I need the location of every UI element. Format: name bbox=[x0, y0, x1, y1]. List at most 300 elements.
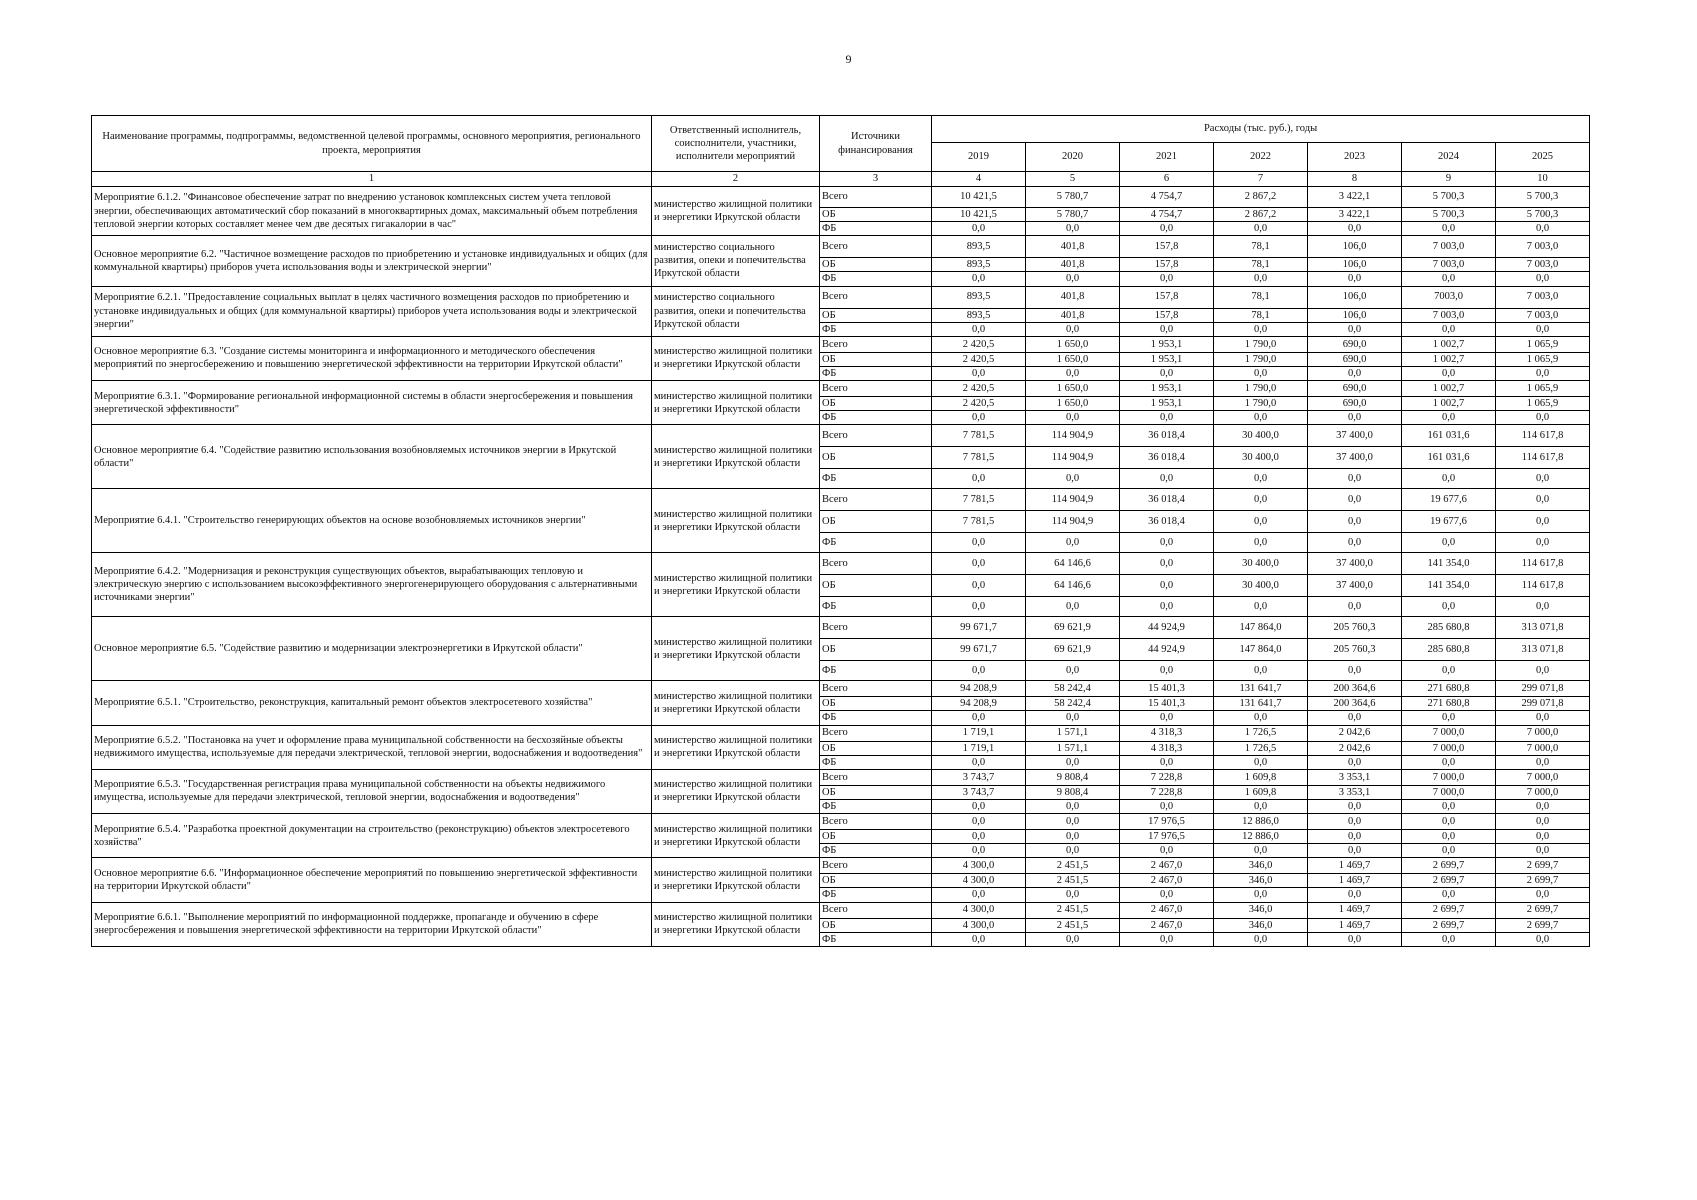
expense-value: 2 042,6 bbox=[1308, 741, 1402, 755]
expense-value: 44 924,9 bbox=[1120, 617, 1214, 639]
expense-value: 30 400,0 bbox=[1214, 553, 1308, 575]
expense-value: 7 003,0 bbox=[1402, 236, 1496, 258]
expense-value: 58 242,4 bbox=[1026, 697, 1120, 711]
expense-value: 0,0 bbox=[1214, 844, 1308, 858]
expense-value: 7 003,0 bbox=[1496, 258, 1590, 272]
expense-value: 1 571,1 bbox=[1026, 725, 1120, 741]
expense-value: 161 031,6 bbox=[1402, 425, 1496, 447]
expense-value: 0,0 bbox=[1496, 844, 1590, 858]
header-expenses: Расходы (тыс. руб.), годы bbox=[932, 116, 1590, 143]
expense-value: 0,0 bbox=[1308, 597, 1402, 617]
funding-source: ОБ bbox=[820, 308, 932, 322]
expense-value: 94 208,9 bbox=[932, 681, 1026, 697]
expense-value: 3 353,1 bbox=[1308, 785, 1402, 799]
table-body bbox=[92, 187, 1590, 947]
expense-value: 1 953,1 bbox=[1120, 336, 1214, 352]
activity-name: Мероприятие 6.6.1. "Выполнение мероприятий по информационной поддержке, пропаганде и обучению в сфере энергосбережения и повышения энергетической эффективности на территории Иркутской области" bbox=[92, 902, 652, 946]
expense-value: 3 422,1 bbox=[1308, 208, 1402, 222]
expense-value: 17 976,5 bbox=[1120, 830, 1214, 844]
expense-value: 2 867,2 bbox=[1214, 187, 1308, 208]
expense-value: 0,0 bbox=[1214, 489, 1308, 511]
expense-value: 30 400,0 bbox=[1214, 425, 1308, 447]
expense-value: 10 421,5 bbox=[932, 208, 1026, 222]
expense-value: 17 976,5 bbox=[1120, 814, 1214, 830]
header-sources: Источники финансирования bbox=[820, 116, 932, 172]
expense-value: 147 864,0 bbox=[1214, 617, 1308, 639]
funding-source: ФБ bbox=[820, 322, 932, 336]
expense-value: 0,0 bbox=[1308, 844, 1402, 858]
expense-value: 106,0 bbox=[1308, 308, 1402, 322]
expense-value: 0,0 bbox=[1402, 661, 1496, 681]
expense-value: 0,0 bbox=[1120, 755, 1214, 769]
responsible-executor: министерство жилищной политики и энергетики Иркутской области bbox=[652, 858, 820, 902]
expense-value: 1 790,0 bbox=[1214, 397, 1308, 411]
table-row bbox=[92, 617, 1590, 639]
funding-source: ОБ bbox=[820, 918, 932, 932]
expense-value: 0,0 bbox=[1496, 711, 1590, 725]
funding-source: ФБ bbox=[820, 932, 932, 946]
expense-value: 0,0 bbox=[1496, 888, 1590, 902]
expense-value: 401,8 bbox=[1026, 236, 1120, 258]
expense-value: 12 886,0 bbox=[1214, 814, 1308, 830]
responsible-executor: министерство жилищной политики и энергетики Иркутской области bbox=[652, 902, 820, 946]
expense-value: 7 000,0 bbox=[1402, 725, 1496, 741]
expense-value: 0,0 bbox=[1120, 888, 1214, 902]
expense-value: 0,0 bbox=[932, 272, 1026, 286]
activity-name: Мероприятие 6.5.2. "Постановка на учет и оформление права муниципальной собственности на бесхозяйные объекты недвижимого имущества, используемые для передачи электрической, тепловой энергии, водоснабжения и водоотведения" bbox=[92, 725, 652, 769]
expense-value: 7 003,0 bbox=[1496, 286, 1590, 308]
expense-value: 0,0 bbox=[1026, 222, 1120, 236]
expense-value: 0,0 bbox=[1214, 799, 1308, 813]
column-index: 4 bbox=[932, 172, 1026, 187]
expense-value: 1 065,9 bbox=[1496, 381, 1590, 397]
expense-value: 401,8 bbox=[1026, 308, 1120, 322]
header-year: 2019 bbox=[932, 143, 1026, 172]
funding-source: ФБ bbox=[820, 366, 932, 380]
expense-value: 5 780,7 bbox=[1026, 208, 1120, 222]
table-row bbox=[92, 425, 1590, 447]
expense-value: 0,0 bbox=[1308, 932, 1402, 946]
expense-value: 2 467,0 bbox=[1120, 918, 1214, 932]
activity-name: Мероприятие 6.4.2. "Модернизация и реконструкция существующих объектов, вырабатывающих тепловую и электрическую энергию с использованием высокоэффективного энергогенерирующего оборудования с альтернативными источниками энергии" bbox=[92, 553, 652, 617]
expense-value: 4 300,0 bbox=[932, 858, 1026, 874]
expense-value: 0,0 bbox=[1308, 511, 1402, 533]
expense-value: 0,0 bbox=[1402, 711, 1496, 725]
expense-value: 0,0 bbox=[1496, 411, 1590, 425]
expense-value: 4 300,0 bbox=[932, 918, 1026, 932]
expense-value: 0,0 bbox=[1308, 411, 1402, 425]
expense-value: 3 743,7 bbox=[932, 769, 1026, 785]
expense-value: 2 451,5 bbox=[1026, 918, 1120, 932]
table-row bbox=[92, 187, 1590, 208]
expense-value: 7 000,0 bbox=[1496, 769, 1590, 785]
expense-value: 0,0 bbox=[1402, 322, 1496, 336]
expense-value: 0,0 bbox=[932, 888, 1026, 902]
expense-value: 2 699,7 bbox=[1496, 902, 1590, 918]
expense-value: 30 400,0 bbox=[1214, 447, 1308, 469]
expense-value: 94 208,9 bbox=[932, 697, 1026, 711]
expense-value: 346,0 bbox=[1214, 858, 1308, 874]
expense-value: 78,1 bbox=[1214, 258, 1308, 272]
expense-value: 69 621,9 bbox=[1026, 617, 1120, 639]
expense-value: 893,5 bbox=[932, 236, 1026, 258]
expense-value: 114 904,9 bbox=[1026, 425, 1120, 447]
responsible-executor: министерство социального развития, опеки и попечительства Иркутской области bbox=[652, 236, 820, 286]
responsible-executor: министерство жилищной политики и энергетики Иркутской области bbox=[652, 814, 820, 858]
expense-value: 205 760,3 bbox=[1308, 617, 1402, 639]
expense-value: 1 609,8 bbox=[1214, 785, 1308, 799]
funding-source: ОБ bbox=[820, 741, 932, 755]
activity-name: Мероприятие 6.5.1. "Строительство, реконструкция, капитальный ремонт объектов электросетевого хозяйства" bbox=[92, 681, 652, 725]
expense-value: 114 904,9 bbox=[1026, 511, 1120, 533]
expense-value: 285 680,8 bbox=[1402, 617, 1496, 639]
expense-value: 0,0 bbox=[1120, 322, 1214, 336]
expense-value: 4 318,3 bbox=[1120, 741, 1214, 755]
expense-value: 0,0 bbox=[1496, 661, 1590, 681]
expense-value: 1 002,7 bbox=[1402, 381, 1496, 397]
expense-value: 0,0 bbox=[932, 844, 1026, 858]
expense-value: 0,0 bbox=[1402, 533, 1496, 553]
expense-value: 0,0 bbox=[1026, 844, 1120, 858]
expense-value: 7 781,5 bbox=[932, 425, 1026, 447]
funding-source: ОБ bbox=[820, 352, 932, 366]
activity-name: Мероприятие 6.1.2. "Финансовое обеспечение затрат по внедрению установок комплексных систем учета тепловой энергии, обеспечивающих автоматический сбор показаний в многоквартирных домах, максимальный объем потребления тепловой энергии которых составляет менее чем две десятых гигакалории в час" bbox=[92, 187, 652, 236]
funding-source: Всего bbox=[820, 553, 932, 575]
expense-value: 1 790,0 bbox=[1214, 381, 1308, 397]
expense-value: 0,0 bbox=[1214, 661, 1308, 681]
expense-value: 0,0 bbox=[1308, 888, 1402, 902]
expense-value: 0,0 bbox=[1308, 814, 1402, 830]
funding-source: ОБ bbox=[820, 697, 932, 711]
expense-value: 0,0 bbox=[1496, 272, 1590, 286]
expense-value: 0,0 bbox=[1496, 511, 1590, 533]
expense-value: 1 953,1 bbox=[1120, 397, 1214, 411]
expense-value: 106,0 bbox=[1308, 236, 1402, 258]
activity-name: Основное мероприятие 6.6. "Информационное обеспечение мероприятий по повышению энергетической эффективности на территории Иркутской области" bbox=[92, 858, 652, 902]
expense-value: 401,8 bbox=[1026, 258, 1120, 272]
expense-value: 0,0 bbox=[1308, 830, 1402, 844]
expense-value: 161 031,6 bbox=[1402, 447, 1496, 469]
expense-value: 1 953,1 bbox=[1120, 381, 1214, 397]
expense-value: 0,0 bbox=[932, 222, 1026, 236]
expense-value: 2 420,5 bbox=[932, 336, 1026, 352]
expense-value: 0,0 bbox=[1402, 844, 1496, 858]
expense-value: 299 071,8 bbox=[1496, 697, 1590, 711]
expense-value: 0,0 bbox=[1214, 322, 1308, 336]
expense-value: 0,0 bbox=[1214, 511, 1308, 533]
expense-value: 2 699,7 bbox=[1496, 874, 1590, 888]
expense-value: 99 671,7 bbox=[932, 617, 1026, 639]
activity-name: Мероприятие 6.5.4. "Разработка проектной документации на строительство (реконструкцию) объектов электросетевого хозяйства" bbox=[92, 814, 652, 858]
expense-value: 0,0 bbox=[1214, 932, 1308, 946]
expense-value: 0,0 bbox=[1120, 411, 1214, 425]
expense-value: 0,0 bbox=[1120, 661, 1214, 681]
header-year: 2023 bbox=[1308, 143, 1402, 172]
expense-value: 0,0 bbox=[1496, 533, 1590, 553]
responsible-executor: министерство жилищной политики и энергетики Иркутской области bbox=[652, 725, 820, 769]
expense-value: 0,0 bbox=[1026, 469, 1120, 489]
expense-value: 1 065,9 bbox=[1496, 336, 1590, 352]
expense-value: 690,0 bbox=[1308, 352, 1402, 366]
expense-value: 2 420,5 bbox=[932, 352, 1026, 366]
expense-value: 299 071,8 bbox=[1496, 681, 1590, 697]
responsible-executor: министерство жилищной политики и энергетики Иркутской области bbox=[652, 336, 820, 380]
expense-value: 3 353,1 bbox=[1308, 769, 1402, 785]
expense-value: 0,0 bbox=[1402, 272, 1496, 286]
expense-value: 58 242,4 bbox=[1026, 681, 1120, 697]
expense-value: 0,0 bbox=[932, 533, 1026, 553]
expense-value: 7 781,5 bbox=[932, 511, 1026, 533]
expense-value: 0,0 bbox=[1214, 755, 1308, 769]
expense-value: 346,0 bbox=[1214, 874, 1308, 888]
expense-value: 346,0 bbox=[1214, 918, 1308, 932]
table-row bbox=[92, 489, 1590, 511]
expense-value: 12 886,0 bbox=[1214, 830, 1308, 844]
expense-value: 2 467,0 bbox=[1120, 858, 1214, 874]
expense-value: 64 146,6 bbox=[1026, 553, 1120, 575]
expense-value: 1 469,7 bbox=[1308, 918, 1402, 932]
expense-value: 114 617,8 bbox=[1496, 425, 1590, 447]
expense-value: 0,0 bbox=[932, 830, 1026, 844]
expense-value: 0,0 bbox=[1308, 322, 1402, 336]
expense-value: 0,0 bbox=[932, 597, 1026, 617]
responsible-executor: министерство жилищной политики и энергетики Иркутской области bbox=[652, 381, 820, 425]
expense-value: 0,0 bbox=[1496, 932, 1590, 946]
header-responsible: Ответственный исполнитель, соисполнители, участники, исполнители мероприятий bbox=[652, 116, 820, 172]
funding-source: ФБ bbox=[820, 597, 932, 617]
expense-value: 7 000,0 bbox=[1496, 785, 1590, 799]
expense-value: 9 808,4 bbox=[1026, 769, 1120, 785]
expense-value: 0,0 bbox=[1120, 272, 1214, 286]
expense-value: 7 228,8 bbox=[1120, 785, 1214, 799]
expense-value: 37 400,0 bbox=[1308, 553, 1402, 575]
page-number: 9 bbox=[845, 52, 852, 66]
expense-value: 1 719,1 bbox=[932, 741, 1026, 755]
expense-value: 1 790,0 bbox=[1214, 336, 1308, 352]
expense-value: 9 808,4 bbox=[1026, 785, 1120, 799]
funding-source: Всего bbox=[820, 725, 932, 741]
expense-value: 37 400,0 bbox=[1308, 575, 1402, 597]
expense-value: 0,0 bbox=[932, 711, 1026, 725]
activity-name: Основное мероприятие 6.3. "Создание системы мониторинга и информационного и методического обеспечения мероприятий по энергосбережению и повышению энергетической эффективности на территории Иркутской области" bbox=[92, 336, 652, 380]
expense-value: 0,0 bbox=[932, 932, 1026, 946]
expense-value: 1 650,0 bbox=[1026, 336, 1120, 352]
responsible-executor: министерство жилищной политики и энергетики Иркутской области bbox=[652, 425, 820, 489]
expense-value: 0,0 bbox=[1496, 799, 1590, 813]
expense-value: 7 000,0 bbox=[1402, 741, 1496, 755]
table-row bbox=[92, 725, 1590, 741]
column-index: 7 bbox=[1214, 172, 1308, 187]
funding-source: Всего bbox=[820, 489, 932, 511]
expense-value: 1 609,8 bbox=[1214, 769, 1308, 785]
expense-value: 7 003,0 bbox=[1402, 258, 1496, 272]
table-row bbox=[92, 336, 1590, 352]
expense-value: 30 400,0 bbox=[1214, 575, 1308, 597]
expense-value: 0,0 bbox=[1496, 830, 1590, 844]
expense-value: 0,0 bbox=[1026, 814, 1120, 830]
expense-value: 1 002,7 bbox=[1402, 336, 1496, 352]
header-year: 2024 bbox=[1402, 143, 1496, 172]
expense-value: 0,0 bbox=[1120, 222, 1214, 236]
expense-value: 0,0 bbox=[1308, 469, 1402, 489]
column-index: 10 bbox=[1496, 172, 1590, 187]
expense-value: 1 719,1 bbox=[932, 725, 1026, 741]
expense-value: 0,0 bbox=[1120, 844, 1214, 858]
expense-value: 313 071,8 bbox=[1496, 639, 1590, 661]
expense-value: 0,0 bbox=[1402, 888, 1496, 902]
responsible-executor: министерство жилищной политики и энергетики Иркутской области bbox=[652, 681, 820, 725]
expense-value: 131 641,7 bbox=[1214, 697, 1308, 711]
expense-value: 157,8 bbox=[1120, 258, 1214, 272]
expense-value: 1 650,0 bbox=[1026, 397, 1120, 411]
expense-value: 114 617,8 bbox=[1496, 575, 1590, 597]
expense-value: 1 469,7 bbox=[1308, 902, 1402, 918]
expense-value: 0,0 bbox=[1120, 533, 1214, 553]
funding-source: ФБ bbox=[820, 711, 932, 725]
expense-value: 0,0 bbox=[932, 755, 1026, 769]
funding-source: ОБ bbox=[820, 511, 932, 533]
funding-source: ФБ bbox=[820, 661, 932, 681]
expense-value: 36 018,4 bbox=[1120, 511, 1214, 533]
expense-value: 0,0 bbox=[932, 469, 1026, 489]
expense-value: 0,0 bbox=[1026, 888, 1120, 902]
expense-value: 1 953,1 bbox=[1120, 352, 1214, 366]
expense-value: 0,0 bbox=[1496, 755, 1590, 769]
expense-value: 2 699,7 bbox=[1496, 918, 1590, 932]
expense-value: 0,0 bbox=[1402, 366, 1496, 380]
column-index: 1 bbox=[92, 172, 652, 187]
expense-value: 7 228,8 bbox=[1120, 769, 1214, 785]
table-row bbox=[92, 381, 1590, 397]
column-index: 3 bbox=[820, 172, 932, 187]
expense-value: 2 699,7 bbox=[1402, 874, 1496, 888]
responsible-executor: министерство жилищной политики и энергетики Иркутской области bbox=[652, 187, 820, 236]
funding-source: ФБ bbox=[820, 222, 932, 236]
expense-value: 2 467,0 bbox=[1120, 874, 1214, 888]
responsible-executor: министерство жилищной политики и энергетики Иркутской области bbox=[652, 769, 820, 813]
expense-value: 0,0 bbox=[1120, 597, 1214, 617]
expense-value: 0,0 bbox=[932, 366, 1026, 380]
funding-source: Всего bbox=[820, 336, 932, 352]
expense-value: 7 000,0 bbox=[1402, 785, 1496, 799]
expense-value: 2 042,6 bbox=[1308, 725, 1402, 741]
expense-value: 2 420,5 bbox=[932, 397, 1026, 411]
expense-value: 0,0 bbox=[1026, 661, 1120, 681]
expense-value: 7 781,5 bbox=[932, 447, 1026, 469]
expense-value: 36 018,4 bbox=[1120, 447, 1214, 469]
expense-value: 0,0 bbox=[932, 661, 1026, 681]
expense-value: 690,0 bbox=[1308, 336, 1402, 352]
expense-value: 1 002,7 bbox=[1402, 397, 1496, 411]
expense-value: 0,0 bbox=[1402, 411, 1496, 425]
expense-value: 0,0 bbox=[1214, 888, 1308, 902]
funding-source: ОБ bbox=[820, 575, 932, 597]
expense-value: 0,0 bbox=[1120, 366, 1214, 380]
table-row bbox=[92, 769, 1590, 785]
expense-value: 0,0 bbox=[1402, 755, 1496, 769]
expense-value: 7 000,0 bbox=[1402, 769, 1496, 785]
expense-value: 0,0 bbox=[1026, 711, 1120, 725]
header-year: 2022 bbox=[1214, 143, 1308, 172]
funding-source: ФБ bbox=[820, 888, 932, 902]
expense-value: 5 700,3 bbox=[1496, 187, 1590, 208]
expense-value: 0,0 bbox=[1026, 830, 1120, 844]
expense-value: 7 003,0 bbox=[1496, 308, 1590, 322]
expense-value: 37 400,0 bbox=[1308, 425, 1402, 447]
expense-value: 0,0 bbox=[1402, 814, 1496, 830]
expense-value: 0,0 bbox=[1496, 597, 1590, 617]
expense-value: 2 451,5 bbox=[1026, 902, 1120, 918]
expense-value: 37 400,0 bbox=[1308, 447, 1402, 469]
funding-source: ФБ bbox=[820, 799, 932, 813]
expense-value: 4 318,3 bbox=[1120, 725, 1214, 741]
expense-value: 0,0 bbox=[1214, 222, 1308, 236]
expense-value: 205 760,3 bbox=[1308, 639, 1402, 661]
expense-value: 0,0 bbox=[932, 411, 1026, 425]
expense-value: 157,8 bbox=[1120, 286, 1214, 308]
expense-value: 0,0 bbox=[1402, 932, 1496, 946]
expense-value: 7003,0 bbox=[1402, 286, 1496, 308]
expense-value: 157,8 bbox=[1120, 308, 1214, 322]
expense-value: 0,0 bbox=[1026, 272, 1120, 286]
expense-value: 0,0 bbox=[1308, 661, 1402, 681]
table-row bbox=[92, 236, 1590, 258]
expense-value: 0,0 bbox=[1308, 222, 1402, 236]
expense-value: 15 401,3 bbox=[1120, 697, 1214, 711]
expense-value: 0,0 bbox=[1214, 597, 1308, 617]
expense-value: 0,0 bbox=[1026, 411, 1120, 425]
activity-name: Основное мероприятие 6.4. "Содействие развитию использования возобновляемых источников энергии в Иркутской области" bbox=[92, 425, 652, 489]
activity-name: Мероприятие 6.3.1. "Формирование региональной информационной системы в области энергосбережения и повышения энергетической эффективности" bbox=[92, 381, 652, 425]
expense-value: 0,0 bbox=[1214, 469, 1308, 489]
expense-value: 401,8 bbox=[1026, 286, 1120, 308]
expense-value: 99 671,7 bbox=[932, 639, 1026, 661]
activity-name: Мероприятие 6.4.1. "Строительство генерирующих объектов на основе возобновляемых источников энергии" bbox=[92, 489, 652, 553]
expense-value: 7 003,0 bbox=[1402, 308, 1496, 322]
expense-value: 2 699,7 bbox=[1402, 918, 1496, 932]
funding-source: ОБ bbox=[820, 785, 932, 799]
expense-value: 1 726,5 bbox=[1214, 741, 1308, 755]
expense-value: 313 071,8 bbox=[1496, 617, 1590, 639]
expense-value: 0,0 bbox=[1402, 830, 1496, 844]
expense-value: 0,0 bbox=[932, 575, 1026, 597]
expense-value: 114 904,9 bbox=[1026, 447, 1120, 469]
expense-value: 44 924,9 bbox=[1120, 639, 1214, 661]
expense-value: 114 904,9 bbox=[1026, 489, 1120, 511]
expense-value: 0,0 bbox=[1214, 533, 1308, 553]
column-index: 5 bbox=[1026, 172, 1120, 187]
activity-name: Мероприятие 6.2.1. "Предоставление социальных выплат в целях частичного возмещения расходов по приобретению и установке индивидуальных и общих (для коммунальной квартиры) приборов учета использования воды и электрической энергии" bbox=[92, 286, 652, 336]
funding-source: Всего bbox=[820, 681, 932, 697]
expense-value: 78,1 bbox=[1214, 308, 1308, 322]
table-row bbox=[92, 681, 1590, 697]
expense-value: 5 700,3 bbox=[1402, 208, 1496, 222]
expense-value: 106,0 bbox=[1308, 286, 1402, 308]
expense-value: 0,0 bbox=[1402, 799, 1496, 813]
expense-value: 64 146,6 bbox=[1026, 575, 1120, 597]
expense-value: 200 364,6 bbox=[1308, 681, 1402, 697]
expense-value: 0,0 bbox=[1120, 575, 1214, 597]
responsible-executor: министерство жилищной политики и энергетики Иркутской области bbox=[652, 553, 820, 617]
funding-source: Всего bbox=[820, 236, 932, 258]
expense-value: 0,0 bbox=[1308, 533, 1402, 553]
expense-value: 114 617,8 bbox=[1496, 447, 1590, 469]
expense-value: 0,0 bbox=[1496, 366, 1590, 380]
expense-value: 0,0 bbox=[1308, 799, 1402, 813]
expense-value: 0,0 bbox=[1026, 533, 1120, 553]
expense-value: 7 781,5 bbox=[932, 489, 1026, 511]
funding-source: Всего bbox=[820, 617, 932, 639]
